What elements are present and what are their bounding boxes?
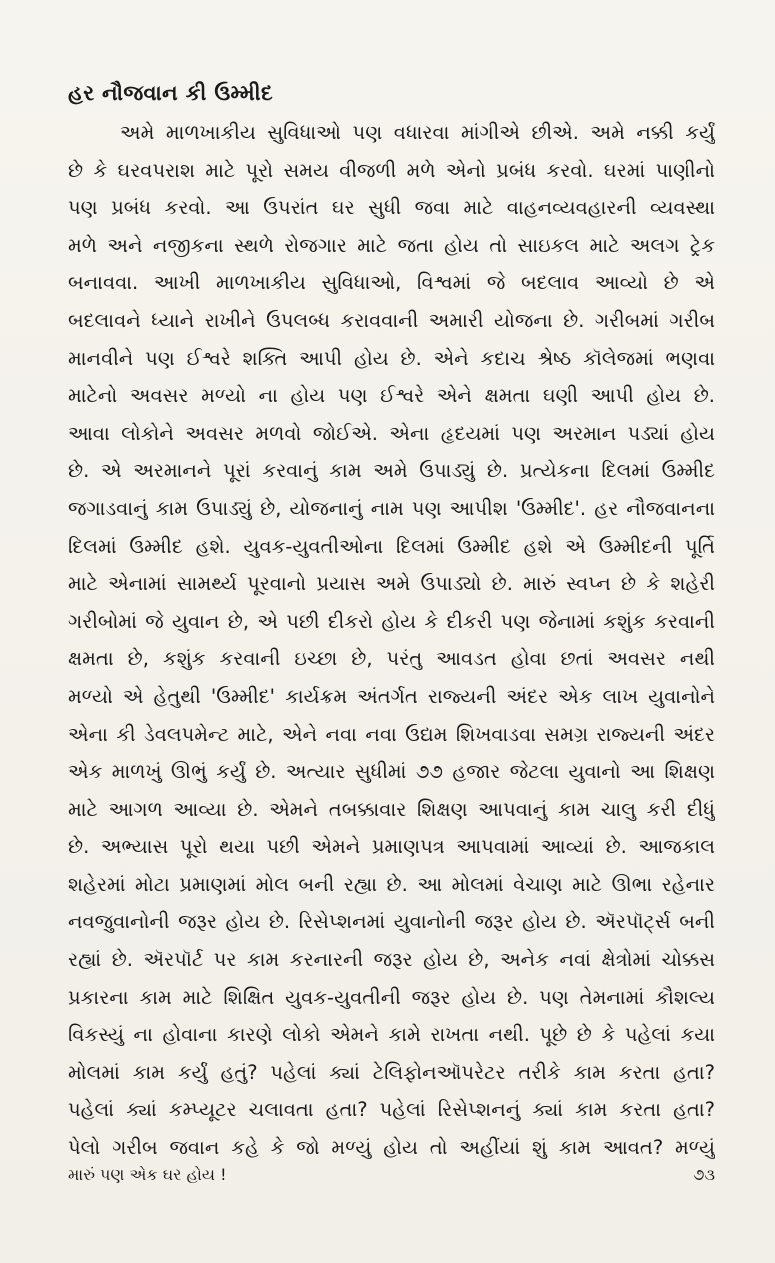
text-line: માટે એનામાં સામર્થ્ય પૂરવાનો પ્રયાસ અમે ઉપાડ્યો છે. મારું સ્વપ્ન છે કે શહેરી — [68, 572, 715, 596]
text-line: ક્ષમતા છે, કશુંક કરવાની ઇચ્છા છે, પરંતુ આવડત હોવા છતાં અવસર નથી — [68, 647, 715, 671]
text-line: મોલમાં કામ કર્યું હતું? પહેલાં ક્યાં ટેલિફોનઑપરેટર તરીકે કામ કરતા હતા? — [68, 1060, 715, 1084]
text-line: બદલાવને ધ્યાને રાખીને ઉપલબ્ધ કરાવવાની અમારી યોજના છે. ગરીબમાં ગરીબ — [68, 308, 715, 332]
text-line: રહ્યાં છે. ઍરપૉર્ટ પર કામ કરનારની જરૂર હોય છે, અનેક નવાં ક્ષેત્રોમાં ચોક્કસ — [68, 948, 715, 972]
text-line: નવજુવાનોની જરૂર હોય છે. રિસેપ્શનમાં યુવાનોની જરૂર હોય છે. ઍરપૉર્ટ્સ બની — [68, 910, 715, 934]
text-line: માટે આગળ આવ્યા છે. એમને તબક્કાવાર શિક્ષણ આપવાનું કામ ચાલુ કરી દીધું — [68, 797, 715, 821]
text-line: છે. એ અરમાનને પૂરાં કરવાનું કામ અમે ઉપાડ્યું છે. પ્રત્યેકના દિલમાં ઉમ્મીદ — [68, 459, 715, 483]
text-line: છે કે ઘરવપરાશ માટે પૂરો સમય વીજળી મળે એનો પ્રબંધ કરવો. ઘરમાં પાણીનો — [68, 158, 715, 182]
text-line: એક માળખું ઊભું કર્યું છે. અત્યાર સુધીમાં ૭૭ હજાર જેટલા યુવાનો આ શિક્ષણ — [68, 760, 715, 784]
text-line: દિલમાં ઉમ્મીદ હશે. યુવક-યુવતીઓના દિલમાં ઉમ્મીદ હશે એ ઉમ્મીદની પૂર્તિ — [68, 534, 715, 558]
text-line: મળે અને નજીકના સ્થળે રોજગાર માટે જતા હોય તો સાઇકલ માટે અલગ ટ્રેક — [68, 233, 715, 257]
text-line: મળ્યો એ હેતુથી 'ઉમ્મીદ' કાર્યક્રમ અંતર્ગત રાજ્યની અંદર એક લાખ યુવાનોને — [68, 684, 715, 708]
page-number: ૭૩ — [693, 1165, 715, 1184]
text-line: પ્રકારના કામ માટે શિક્ષિત યુવક-યુવતીની જરૂર હોય છે. પણ તેમનામાં કૌશલ્ય — [68, 985, 715, 1009]
text-line: છે. અભ્યાસ પૂરો થયા પછી એમને પ્રમાણપત્ર આપવામાં આવ્યાં છે. આજકાલ — [68, 835, 715, 859]
running-title: મારું પણ એક ઘર હોય ! — [68, 1165, 227, 1184]
text-line: જગાડવાનું કામ ઉપાડ્યું છે, યોજનાનું નામ પણ આપીશ 'ઉમ્મીદ'. હર નૌજવાનના — [68, 496, 715, 520]
page-footer — [68, 1160, 715, 1190]
text-line: માનવીને પણ ઈશ્વરે શક્તિ આપી હોય છે. એને કદાચ શ્રેષ્ઠ કૉલેજમાં ભણવા — [68, 346, 715, 370]
text-line: શહેરમાં મોટા પ્રમાણમાં મોલ બની રહ્યા છે. આ મોલમાં વેચાણ માટે ઊભા રહેનાર — [68, 872, 715, 896]
text-line: પહેલાં ક્યાં કમ્પ્યૂટર ચલાવતા હતા? પહેલાં રિસેપ્શનનું ક્યાં કામ કરતા હતા? — [68, 1098, 715, 1122]
body-text — [68, 114, 715, 1167]
text-line: માટેનો અવસર મળ્યો ના હોય પણ ઈશ્વરે એને ક્ષમતા ઘણી આપી હોય છે. — [68, 384, 715, 408]
text-line: આવા લોકોને અવસર મળવો જોઈએ. એના હૃદયમાં પણ અરમાન પડ્યાં હોય — [68, 421, 715, 445]
section-heading: હર નૌજવાન કી ઉમ્મીદ — [68, 81, 274, 105]
text-line: પેલો ગરીબ જવાન કહે કે જો મળ્યું હોય તો અહીંયાં શું કામ આવત? મળ્યું — [68, 1136, 715, 1160]
text-line: ગરીબોમાં જે યુવાન છે, એ પછી દીકરો હોય કે દીકરી પણ જેનામાં કશુંક કરવાની — [68, 609, 715, 633]
text-line: એના કી ડેવલપમેન્ટ માટે, એને નવા નવા ઉદ્યમ શિખવાડવા સમગ્ર રાજ્યની અંદર — [68, 722, 715, 746]
text-line: પણ પ્રબંધ કરવો. આ ઉપરાંત ઘર સુધી જવા માટે વાહનવ્યવહારની વ્યવસ્થા — [68, 196, 715, 220]
text-line: બનાવવા. આખી માળખાકીય સુવિધાઓ, વિશ્વમાં જે બદલાવ આવ્યો છે એ — [68, 271, 715, 295]
text-line: અમે માળખાકીય સુવિધાઓ પણ વધારવા માંગીએ છીએ. અમે નક્કી કર્યું — [120, 121, 715, 144]
text-line: વિકસ્યું ના હોવાના કારણે લોકો એમને કામે રાખતા નથી. પૂછે છે કે પહેલાં કયા — [68, 1023, 715, 1047]
